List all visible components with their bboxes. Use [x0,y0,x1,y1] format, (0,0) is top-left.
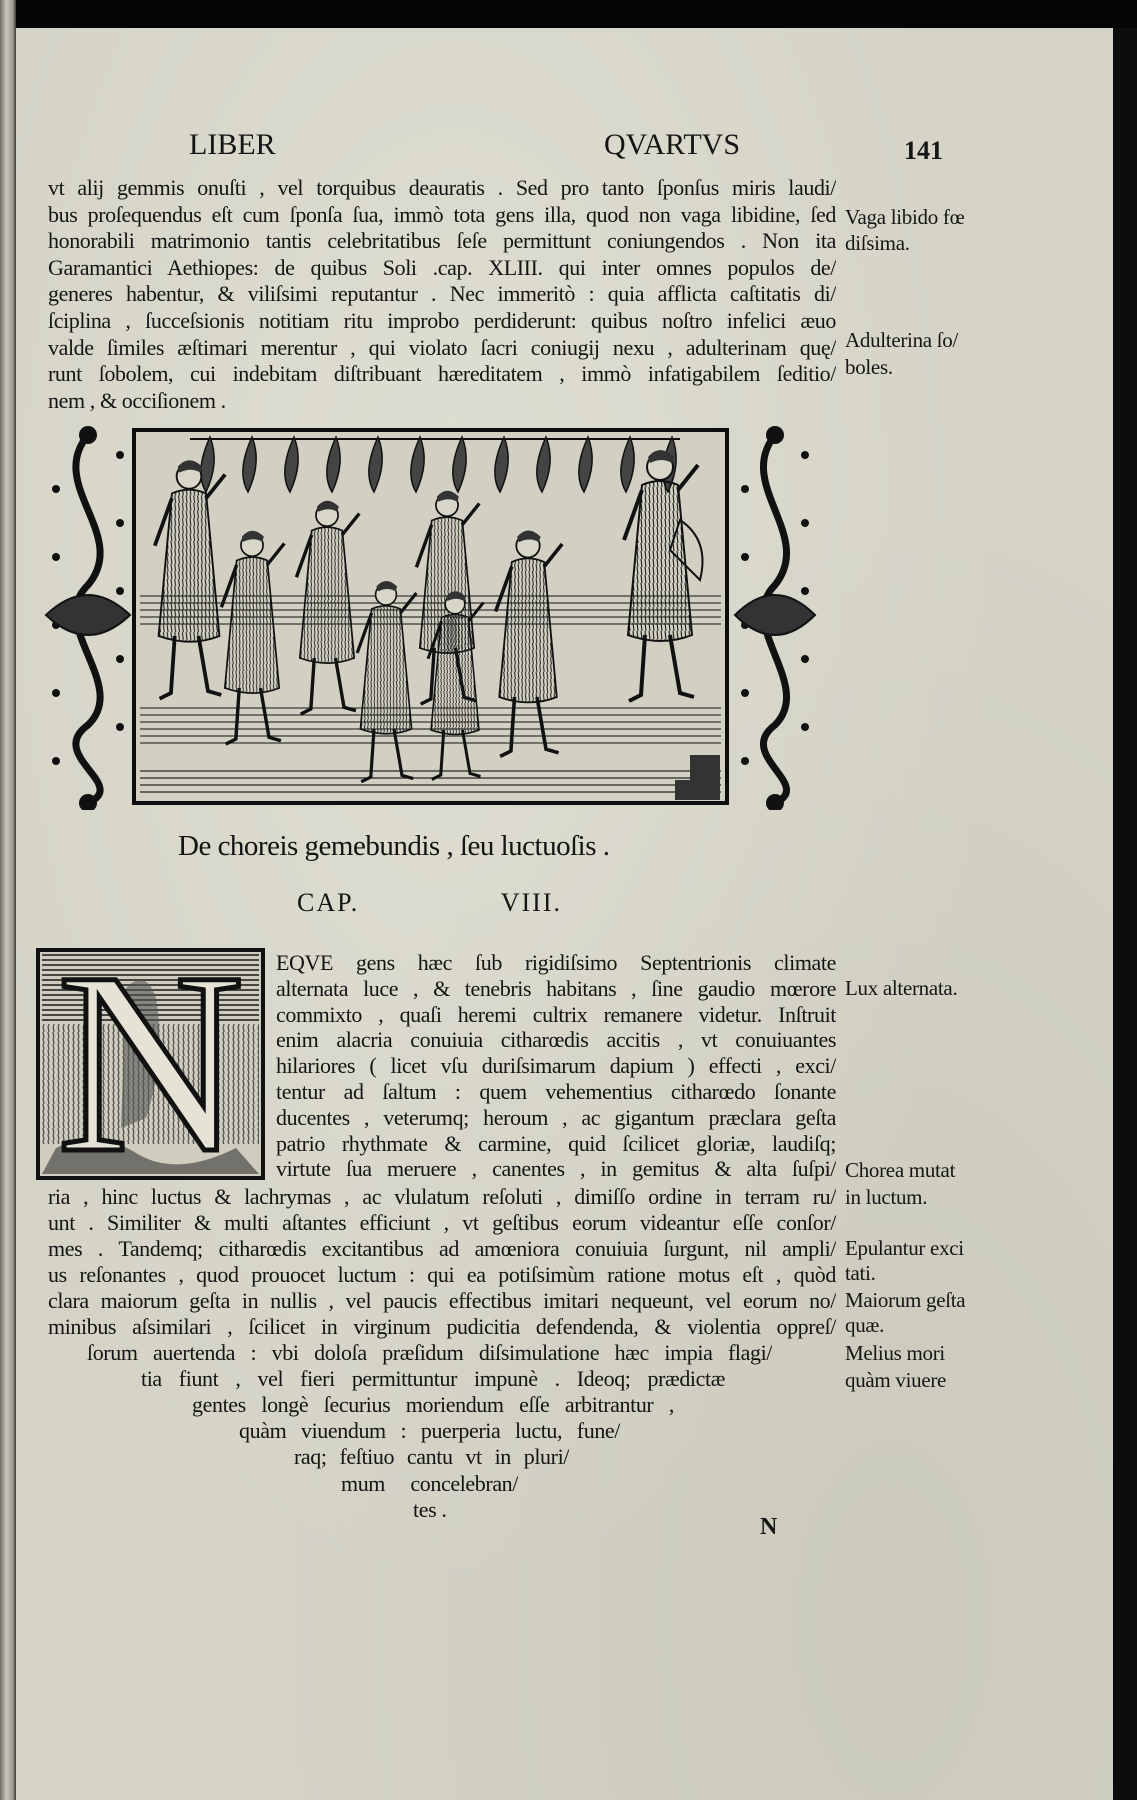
text-line: generes habentur, & viliſsimi reputantur . Nec immeritò : quia afflicta caſtitatis di/ [48,281,836,307]
woodcut-illustration [40,425,825,810]
margin-note: quæ. [845,1313,885,1337]
margin-note: Chorea mutat [845,1158,956,1182]
text-line: tentur ad ſaltum : quem vehementius citharœdo ſonante [276,1079,836,1104]
text-line: unt . Similiter & multi aſtantes efficiunt , vt geſtibus eorum videantur eſſe conſor/ [48,1210,836,1235]
figure-caption: De choreis gemebundis , ſeu luctuoſis . [178,830,610,862]
ornamental-scroll [735,426,815,810]
margin-note: Vaga libido fœ [845,205,965,229]
text-line: EQVE gens hæc ſub rigidiſsimo Septentrionis climate [276,950,836,975]
text-line: gentes longè ſecurius moriendum eſſe arbitrantur , [192,1392,674,1418]
text-line: ria , hinc luctus & lachrymas , ac vlulatum reſoluti , dimiſſo ordine in terram ru/ [48,1184,836,1209]
text-line: enim alacria conuiuia citharœdis accitis , vt conuiuantes [276,1027,836,1053]
text-line: valde ſimiles æſtimari merentur , qui violato ſacri coniugij nexu , adulterinam quę/ [48,334,836,360]
page-number: 141 [904,136,943,165]
margin-note: quàm viuere [845,1368,947,1392]
margin-note: Adulterina ſo/ [845,328,959,352]
text-line: alternata luce , & tenebris habitans , ſine gaudio mœrore [276,975,836,1001]
text-line: hilariores ( licet vſu duriſsimarum dapium ) effecti , exci/ [276,1053,836,1079]
text-line: Garamantici Aethiopes: de quibus Soli .cap. XLIII. qui inter omnes populos de/ [48,254,836,280]
scan-background-top [0,0,1137,28]
margin-note: diſsima. [845,231,910,255]
text-line: runt ſobolem, cui indebitam diſtribuant hæreditatem , immò infatigabilem ſeditio/ [48,361,836,387]
text-line: ſciplina , ſucceſsionis notitiam ritu improbo perdiderunt: quibus noſtro infelici æuo [48,308,836,333]
text-line: quàm viuendum : puerperia luctu, fune/ [239,1418,620,1444]
text-line: vt alij gemmis onuſti , vel torquibus deauratis . Sed pro tanto ſponſus miris laudi/ [48,175,836,200]
book-binding-edge [0,0,16,1800]
ornamental-scroll [46,426,130,810]
text-line: clara maiorum geſta in nullis , vel paucis effectibus imitari nequeunt, vel eorum no/ [48,1288,836,1313]
text-line: nem , & occiſionem . [48,387,226,413]
text-line: honorabili matrimonio tantis celebritatibus ſeſe permittunt coniungendos . Non ita [48,228,836,254]
margin-note: tati. [845,1261,876,1285]
text-line: us reſonantes , quod prouocet luctum : qui ea potiſsimùm ratione motus eſt , quòd [48,1262,836,1287]
text-line: ducentes , veterumq; heroum , ac gigantum præclara geſta [276,1104,836,1130]
text-line: bus proſequendus eſt cum ſponſa ſua, immò tota gens illa, quod non vaga libidine, ſed [48,201,836,227]
chapter-heading: CAP. VIII. [297,888,562,917]
text-line: tia fiunt , vel fieri permittuntur impunè . Ideoq; prædictæ [141,1366,725,1392]
text-line: ſorum auertenda : vbi doloſa præſidum diſsimulatione hæc impia flagi/ [87,1340,772,1365]
text-line: mum concelebran/ [341,1470,518,1496]
margin-note: Epulantur exci [845,1236,964,1260]
margin-note: boles. [845,355,893,379]
signature-mark: N [760,1514,778,1540]
margin-note: in luctum. [845,1185,928,1209]
text-line: mes . Tandemq; citharœdis excitantibus ad amœniora conuiuia ſurgunt, nil ampli/ [48,1236,836,1261]
drop-cap-letter: N [56,919,245,1207]
text-line: raq; feſtiuo cantu vt in pluri/ [294,1444,569,1470]
decorated-initial [36,919,265,1207]
text-line: virtute ſua meruere , canentes , in gemitus & alta ſuſpi/ [276,1156,836,1182]
text-line: commixto , quaſi heremi cultrix remanere videtur. Inſtruit [276,1001,836,1027]
text-line: patrio rhythmate & carmine, quid ſcilicet gloriæ, laudiſq; [276,1130,836,1156]
text-line: minibus aſsimilari , ſcilicet in virginum pudicitia defendenda, & violentia oppreſ/ [48,1314,836,1339]
margin-note: Lux alternata. [845,976,958,1000]
margin-note: Maiorum geſta [845,1288,966,1312]
margin-note: Melius mori [845,1341,945,1365]
running-title: LIBER QVARTVS [189,128,740,161]
text-line: tes . [413,1496,447,1522]
